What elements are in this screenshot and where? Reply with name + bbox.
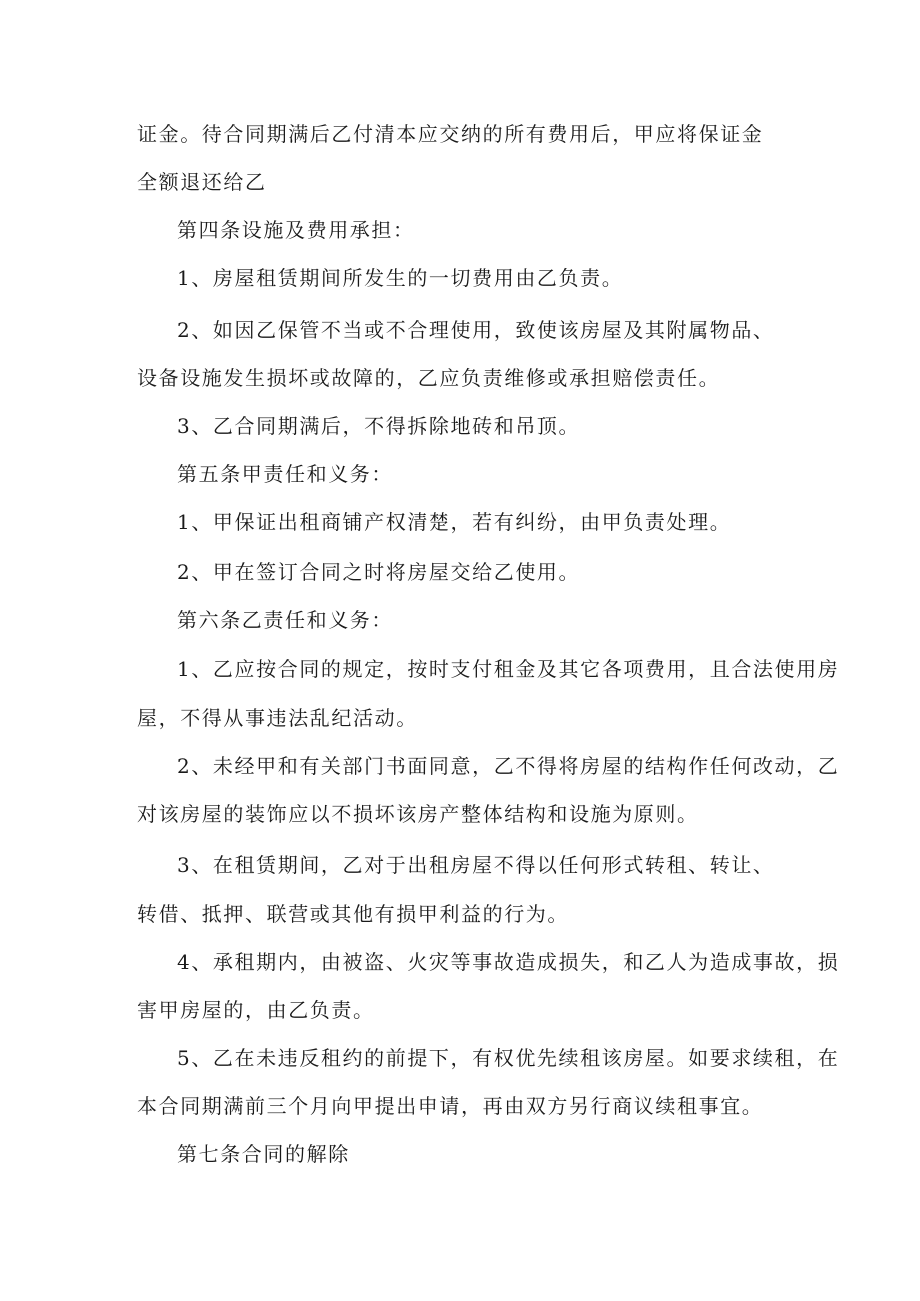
text-line: 设备设施发生损坏或故障的，乙应负责维修或承担赔偿责任。 — [137, 366, 721, 390]
section-heading: 第四条设施及费用承担： — [177, 218, 415, 242]
section-heading: 第七条合同的解除 — [177, 1142, 350, 1166]
text-line: 本合同期满前三个月向甲提出申请，再由双方另行商议续租事宜。 — [137, 1094, 764, 1118]
text-line: 2、如因乙保管不当或不合理使用，致使该房屋及其附属物品、 — [177, 318, 775, 342]
section-heading: 第六条乙责任和义务： — [177, 608, 393, 632]
text-line: 1、乙应按合同的规定，按时支付租金及其它各项费用，且合法使用房 — [177, 657, 840, 681]
text-line: 屋，不得从事违法乱纪活动。 — [137, 706, 418, 730]
section-heading: 第五条甲责任和义务： — [177, 462, 393, 486]
text-line: 全额退还给乙 — [137, 170, 267, 194]
text-line: 2、甲在签订合同之时将房屋交给乙使用。 — [177, 560, 581, 584]
text-line: 1、甲保证出租商铺产权清楚，若有纠纷，由甲负责处理。 — [177, 510, 732, 534]
text-line: 3、乙合同期满后，不得拆除地砖和吊顶。 — [177, 414, 581, 438]
text-line: 2、未经甲和有关部门书面同意，乙不得将房屋的结构作任何改动，乙 — [177, 754, 840, 778]
text-line: 1、房屋租赁期间所发生的一切费用由乙负责。 — [177, 266, 624, 290]
text-line: 害甲房屋的，由乙负责。 — [137, 998, 375, 1022]
text-line: 转借、抵押、联营或其他有损甲利益的行为。 — [137, 902, 569, 926]
text-line: 4、承租期内，由被盗、火灾等事故造成损失，和乙人为造成事故，损 — [177, 950, 840, 974]
text-line: 证金。待合同期满后乙付清本应交纳的所有费用后，甲应将保证金 — [137, 122, 764, 146]
text-line: 对该房屋的装饰应以不损坏该房产整体结构和设施为原则。 — [137, 802, 699, 826]
text-line: 3、在租赁期间，乙对于出租房屋不得以任何形式转租、转让、 — [177, 853, 775, 877]
text-line: 5、乙在未违反租约的前提下，有权优先续租该房屋。如要求续租，在 — [177, 1046, 840, 1070]
